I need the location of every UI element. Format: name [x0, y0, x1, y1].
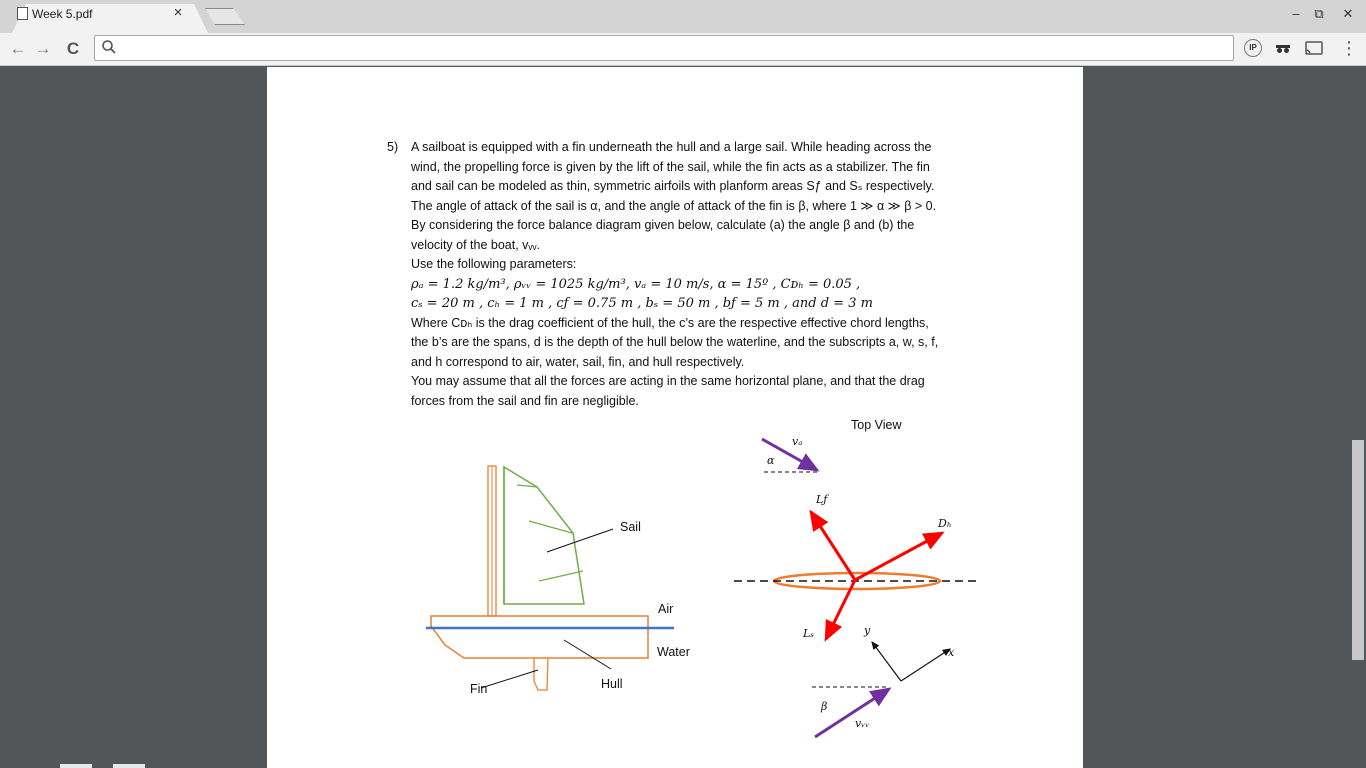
x-axis-arrow [901, 649, 950, 681]
problem-line: A sailboat is equipped with a fin underneath the hull and a large sail. While heading across the [411, 140, 932, 154]
vw-arrow [815, 689, 889, 737]
force-diagram [267, 67, 1083, 768]
close-window-button[interactable]: ✕ [1342, 6, 1354, 21]
problem-line: wind, the propelling force is given by the lift of the sail, while the fin acts as a stabilizer. The fin [411, 159, 930, 174]
search-icon [101, 39, 117, 55]
tab-close-button[interactable]: × [173, 4, 183, 21]
y-axis-arrow [872, 642, 901, 681]
air-label: Air [658, 602, 674, 616]
document-icon [17, 7, 28, 20]
water-label: Water [657, 645, 690, 659]
sailboat-side-view [426, 466, 690, 696]
omnibox-input[interactable] [123, 39, 1223, 57]
tab-strip [0, 0, 1366, 33]
forward-button[interactable]: → [34, 39, 52, 58]
dh-label: Dₕ [938, 517, 952, 530]
browser-toolbar [0, 33, 1366, 66]
omnibox[interactable] [94, 35, 1234, 61]
vw-label: vᵥᵥ [855, 717, 870, 730]
fin-shape [534, 658, 548, 690]
top-view [734, 418, 981, 737]
beta-label: β [821, 700, 828, 713]
top-view-title: Top View [851, 418, 902, 432]
back-button[interactable]: ← [9, 39, 27, 58]
reload-button[interactable]: C [66, 39, 80, 58]
problem-line: the b’s are the spans, d is the depth of the hull below the waterline, and the subscripts a, w, s, f, [411, 335, 939, 349]
parameters-line: cₛ = 20 m , cₕ = 1 m , cƒ = 0.75 m , bₛ = 50 m , bƒ = 5 m , and d = 3 m [411, 296, 873, 311]
problem-line: velocity of the boat, vᵥᵥ. [411, 237, 540, 252]
problem-line: The angle of attack of the sail is α, and the angle of attack of the fin is β, where 1 ≫ α ≫ β > 0. [411, 198, 937, 213]
problem-number: 5) [387, 140, 399, 154]
new-tab-button[interactable] [205, 8, 245, 25]
problem-line: Where Cᴅₕ is the drag coefficient of the hull, the c’s are the respective effective chord lengths, [411, 315, 929, 330]
cast-icon[interactable] [1304, 39, 1324, 57]
ls-label: Lₛ [803, 627, 815, 640]
pdf-viewer [0, 67, 1366, 768]
alpha-label: α [767, 454, 775, 467]
problem-line: and h correspond to air, water, sail, fin, and hull respectively. [411, 354, 745, 369]
problem-line: By considering the force balance diagram given below, calculate (a) the angle β and (b) the [411, 218, 915, 232]
lf-arrow [811, 512, 855, 580]
incognito-extension-icon[interactable] [1274, 39, 1292, 57]
problem-line: and sail can be modeled as thin, symmetric airfoils with planform areas Sƒ and Sₛ respectively. [411, 179, 935, 193]
problem-line: You may assume that all the forces are acting in the same horizontal plane, and that the drag [411, 374, 925, 388]
parameters-line: ρₐ = 1.2 kg/m³, ρᵥᵥ = 1025 kg/m³, vₐ = 10 m/s, α = 15º , Cᴅₕ = 0.05 , [411, 276, 861, 292]
problem-line: Use the following parameters: [411, 257, 577, 271]
restore-button[interactable]: ⧉ [1314, 6, 1324, 21]
horizontal-scroll-handle[interactable] [60, 764, 92, 768]
problem-line: forces from the sail and fin are negligible. [411, 393, 639, 408]
horizontal-scroll-handle[interactable] [113, 764, 145, 768]
ip-extension-icon[interactable]: IP [1244, 39, 1262, 57]
vertical-scrollbar[interactable] [1352, 440, 1364, 660]
lf-label: Lƒ [816, 493, 828, 506]
y-label: y [864, 624, 871, 637]
sail-label: Sail [620, 520, 641, 534]
menu-button[interactable]: ⋮ [1340, 38, 1358, 58]
fin-label: Fin [470, 682, 488, 696]
tab-title[interactable]: Week 5.pdf [32, 7, 93, 21]
pdf-page [267, 67, 1083, 768]
minimize-button[interactable]: – [1292, 6, 1300, 21]
x-label: x [948, 646, 955, 659]
hull-shape [431, 616, 648, 658]
sail-shape [504, 467, 584, 604]
hull-label: Hull [601, 677, 623, 691]
va-label: vₐ [792, 435, 803, 448]
